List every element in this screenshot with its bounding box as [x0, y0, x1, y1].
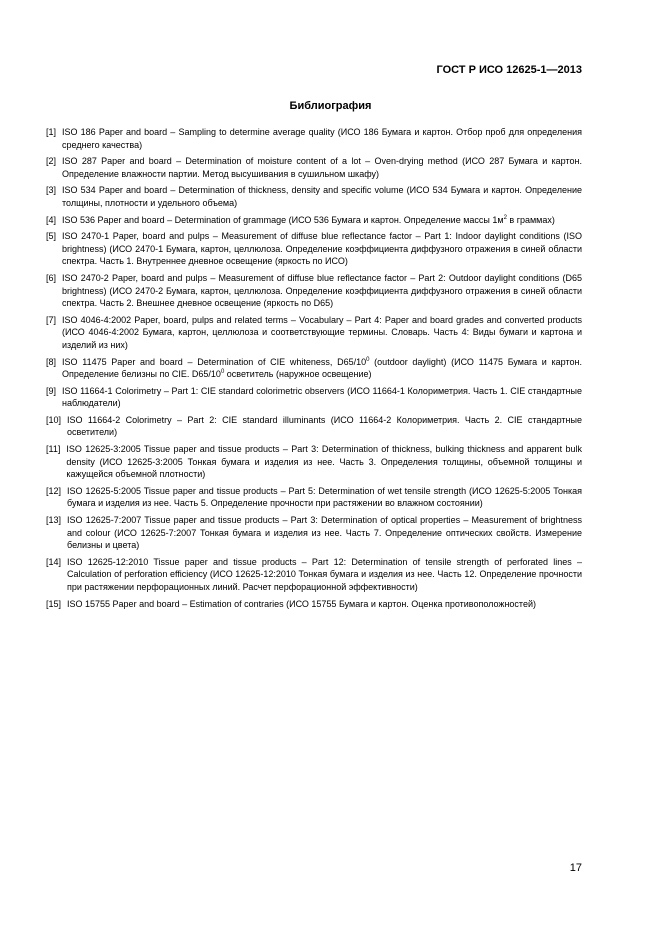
bibliography-entry-8 — [46, 356, 582, 381]
entry-text-main: ISO 536 Paper and board – Determination of grammage (ИСО 536 Бумага и картон. Определение массы 1м — [62, 214, 504, 225]
page-title: Библиография — [289, 100, 372, 112]
bibliography-entry-12 — [46, 485, 582, 510]
entry-number: [2] — [46, 156, 57, 167]
entry-text: ISO 12625-7:2007 Tissue paper and tissue products – Part 3: Determination of optical properties – Measurement of brightness and colour (ИСО 12625-7:2007 Тонкая бумага и изделия из нее. Часть 7. Определение оптических свойств. Измерение белизны и цвета) — [67, 515, 582, 551]
bibliography-entry-2 — [46, 155, 582, 180]
superscript: 0 — [220, 369, 225, 376]
entry-text-tail: (outdoor daylight) (ИСО 11475 Бумага и картон. Определение белизны по CIE. D65/10 — [62, 356, 582, 380]
bibliography-entry-13 — [46, 514, 582, 552]
entry-text: ISO 534 Paper and board – Determination of thickness, density and specific volume (ИСО 534 Бумага и картон. Определение толщины, плотности и удельного объема) — [62, 185, 582, 208]
bibliography-entry-4 — [46, 214, 582, 227]
entry-number: [4] — [46, 214, 57, 225]
bibliography-entry-14 — [46, 556, 582, 594]
entry-text-main: ISO 11475 Paper and board – Determination of CIE whiteness, D65/10 — [62, 356, 367, 367]
bibliography-entry-15 — [46, 598, 582, 611]
entry-text: ISO 4046-4:2002 Paper, board, pulps and related terms – Vocabulary – Part 4: Paper and board grades and converted products (ИСО 4046-4:2002 Бумага, картон, целлюлоза и соответствующие термины. Словарь. Часть 4: Виды бумаги и картона и изделий из них) — [62, 314, 582, 350]
entry-text-tail: в граммах) — [506, 214, 555, 225]
bibliography-entry-7 — [46, 314, 582, 352]
entry-text: ISO 11664-2 Colorimetry – Part 2: CIE standard illuminants (ИСО 11664-2 Колориметрия. Часть 2. CIE стандартные осветители) — [67, 414, 582, 438]
bibliography-list — [46, 126, 582, 614]
bibliography-entry-3 — [46, 184, 582, 209]
entry-number: [15] — [46, 598, 62, 609]
entry-text — [62, 214, 582, 227]
bibliography-entry-11 — [46, 443, 582, 481]
entry-text-tail: осветитель (наружное освещение) — [224, 369, 372, 380]
entry-number: [14] — [46, 556, 62, 567]
entry-text: ISO 12625-12:2010 Tissue paper and tissue products – Part 12: Determination of tensile strength of perforated lines – Calculation of perforation efficiency (ИСО 12625-12:2010 Тонкая бумага и изделия из нее. Часть 12. Определение прочности при растяжении перфорационных линий. Расчет перфорационной эффективности) — [67, 556, 582, 592]
entry-text — [62, 356, 582, 381]
entry-number: [12] — [46, 485, 62, 496]
superscript: 2 — [503, 214, 507, 221]
entry-number: [8] — [46, 356, 57, 367]
entry-text: ISO 15755 Paper and board – Estimation of contraries (ИСО 15755 Бумага и картон. Оценка противоположностей) — [67, 598, 536, 609]
entry-number: [3] — [46, 185, 57, 196]
entry-number: [11] — [46, 444, 61, 455]
entry-text: ISO 12625-5:2005 Tissue paper and tissue products – Part 5: Determination of wet tensile strength (ИСО 12625-5:2005 Тонкая бумага и изделия из нее. Часть 5. Определение прочности при растяжении во влажном состоянии) — [67, 485, 582, 509]
bibliography-entry-6 — [46, 272, 582, 310]
entry-text: ISO 186 Paper and board – Sampling to determine average quality (ИСО 186 Бумага и картон. Отбор проб для определения среднего качества) — [62, 127, 582, 150]
entry-number: [1] — [46, 127, 57, 137]
entry-text: ISO 12625-3:2005 Tissue paper and tissue products – Part 3: Determination of thickness, bulking thickness and apparent bulk density (ИСО 12625-3:2005 Тонкая бумага и изделия из нее. Часть 3. Определения толщины, объемной толщины и кажущейся объемной плотности) — [66, 444, 582, 480]
entry-number: [6] — [46, 272, 57, 283]
entry-text: ISO 2470-1 Paper, board and pulps – Measurement of diffuse blue reflectance factor – Part 1: Indoor daylight conditions (ISO brightness) (ИСО 2470-1 Бумага, картон, целлюлоза. Определение коэффициента диффузного отражения в синей области спектра. Часть 1. Внутреннее дневное освещение (яркость по ИСО) — [62, 231, 582, 267]
bibliography-entry-5 — [46, 230, 582, 268]
entry-number: [5] — [46, 231, 57, 242]
entry-number: [9] — [46, 385, 57, 396]
bibliography-entry-1 — [46, 126, 582, 151]
entry-number: [7] — [46, 314, 57, 325]
bibliography-entry-9 — [46, 385, 582, 410]
entry-number: [13] — [46, 515, 62, 526]
superscript: 0 — [366, 356, 370, 363]
bibliography-entry-10 — [46, 414, 582, 439]
entry-text: ISO 2470-2 Paper, board and pulps – Measurement of diffuse blue reflectance factor – Part 2: Outdoor daylight conditions (D65 brightness) (ИСО 2470-2 Бумага, картон, целлюлоза. Определение коэффициента диффузного отражения в синей области спектра. Часть 2. Внешнее дневное освещение (яркость по D65) — [62, 272, 582, 309]
entry-text: ISO 287 Paper and board – Determination of moisture content of a lot – Oven-drying method (ИСО 287 Бумага и картон. Определение влажности партии. Метод высушивания в сушильном шкафу) — [62, 156, 582, 179]
page-number: 17 — [569, 862, 582, 874]
entry-text: ISO 11664-1 Colorimetry – Part 1: CIE standard colorimetric observers (ИСО 11664-1 Колориметрия. Часть 1. CIE стандартные наблюдатели) — [62, 385, 582, 409]
document-code: ГОСТ Р ИСО 12625-1—2013 — [436, 64, 582, 76]
entry-number: [10] — [46, 414, 62, 425]
